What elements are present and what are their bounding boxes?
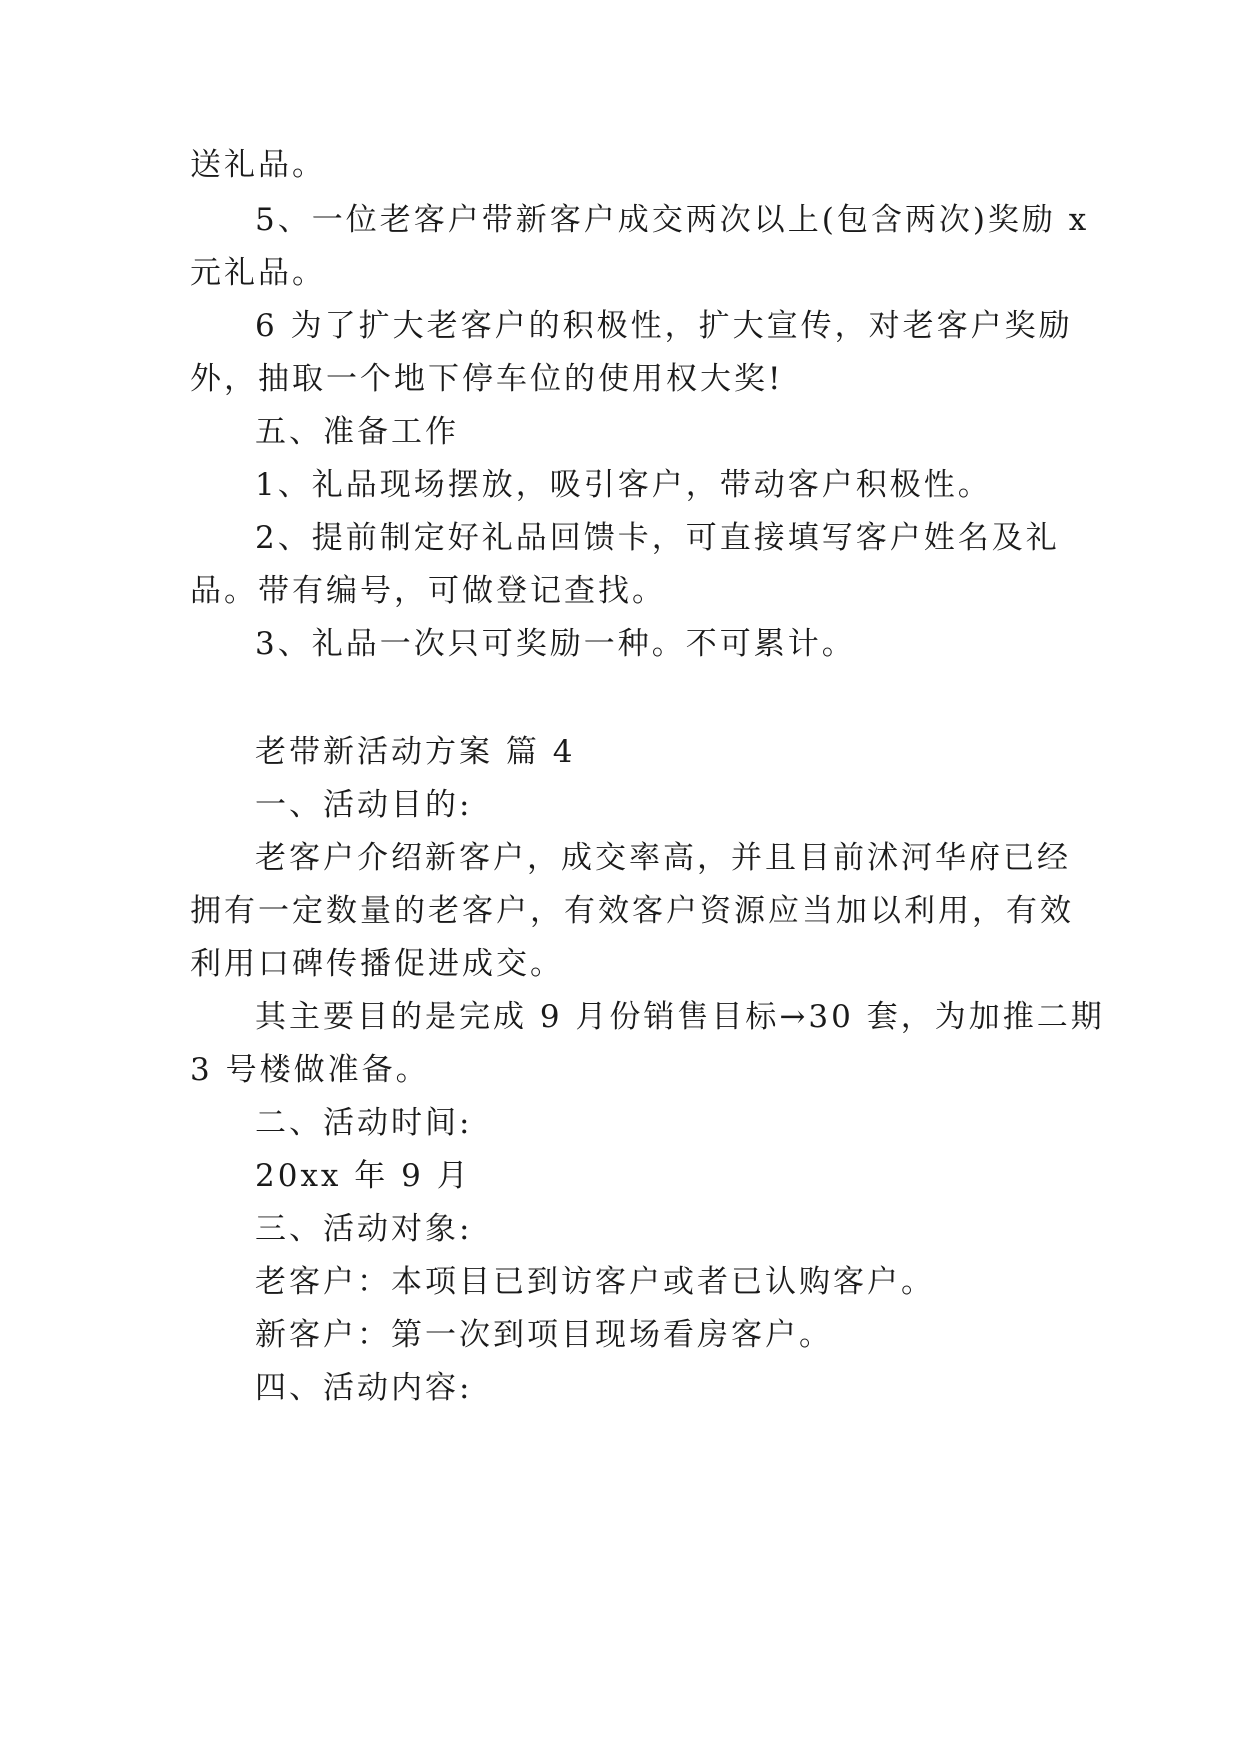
section-heading: 三、活动对象: <box>255 1211 473 1247</box>
paragraph-line: 5、一位老客户带新客户成交两次以上(包含两次)奖励 x <box>255 202 1090 238</box>
paragraph-line: 老客户介绍新客户，成交率高，并且目前沭河华府已经 <box>255 840 1071 876</box>
paragraph-line: 其主要目的是完成 9 月份销售目标→30 套，为加推二期 <box>255 999 1105 1035</box>
paragraph-line: 3、礼品一次只可奖励一种。不可累计。 <box>255 626 856 662</box>
paragraph-line: 品。带有编号，可做登记查找。 <box>190 573 666 609</box>
paragraph-line: 20xx 年 9 月 <box>255 1158 471 1194</box>
paragraph-line: 老客户：本项目已到访客户或者已认购客户。 <box>255 1264 935 1300</box>
section-heading: 二、活动时间: <box>255 1105 473 1141</box>
paragraph-line: 元礼品。 <box>190 255 326 291</box>
paragraph-line: 外，抽取一个地下停车位的使用权大奖! <box>190 361 784 397</box>
paragraph-line: 利用口碑传播促进成交。 <box>190 946 564 982</box>
paragraph-line: 6 为了扩大老客户的积极性，扩大宣传，对老客户奖励 <box>255 308 1073 344</box>
section-heading: 一、活动目的: <box>255 787 473 823</box>
section-heading: 五、准备工作 <box>255 414 459 450</box>
paragraph-line: 1、礼品现场摆放，吸引客户，带动客户积极性。 <box>255 467 992 503</box>
paragraph-line: 2、提前制定好礼品回馈卡，可直接填写客户姓名及礼 <box>255 520 1060 556</box>
paragraph-line: 新客户：第一次到项目现场看房客户。 <box>255 1317 833 1353</box>
document-title: 老带新活动方案 篇 4 <box>255 734 576 770</box>
paragraph-line: 拥有一定数量的老客户，有效客户资源应当加以利用，有效 <box>190 893 1074 929</box>
section-heading: 四、活动内容: <box>255 1370 473 1406</box>
paragraph-line: 3 号楼做准备。 <box>190 1052 430 1088</box>
paragraph-line: 送礼品。 <box>190 147 326 183</box>
